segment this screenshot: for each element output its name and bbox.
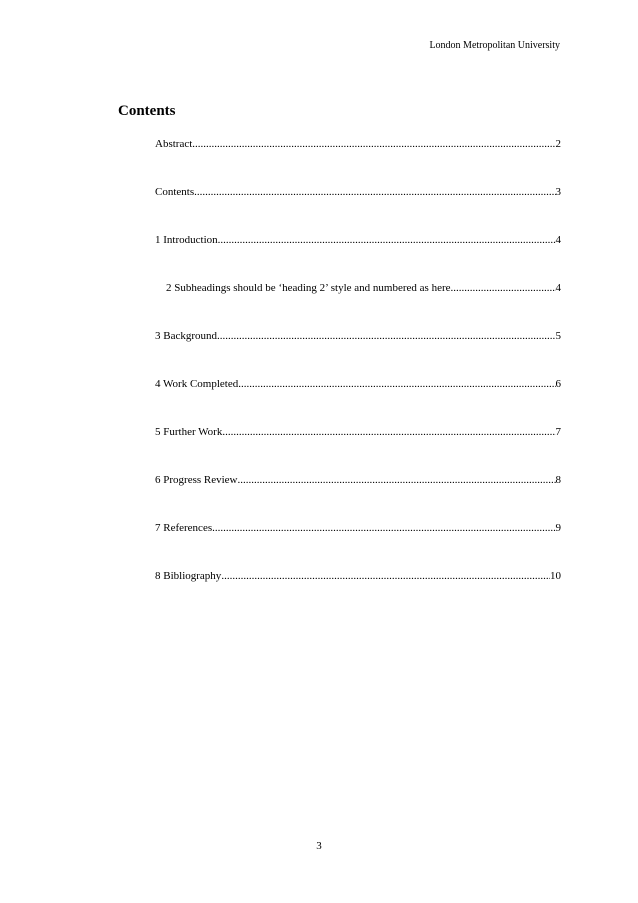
toc-entry-label: 8 Bibliography: [155, 570, 222, 582]
toc-entry-page: 3: [555, 186, 561, 198]
dot-leader: [212, 521, 555, 535]
toc-entry-subheadings[interactable]: [155, 281, 561, 329]
toc-entry-page: 8: [555, 474, 561, 486]
contents-heading: Contents: [118, 103, 176, 119]
toc-entry-label: 6 Progress Review: [155, 474, 238, 486]
page-number: 3: [316, 840, 322, 852]
toc-entry-page: 10: [550, 570, 561, 582]
toc-entry-progress-review[interactable]: [155, 473, 561, 521]
toc-entry-background[interactable]: [155, 329, 561, 377]
toc-entry-label: 4 Work Completed: [155, 378, 239, 390]
toc-entry-references[interactable]: [155, 521, 561, 569]
toc-entry-label: 1 Introduction: [155, 234, 218, 246]
toc-entry-page: 2: [555, 138, 561, 150]
toc-entry-page: 5: [555, 330, 561, 342]
dot-leader: [221, 569, 550, 583]
dot-leader: [238, 377, 555, 391]
toc-entry-page: 6: [555, 378, 561, 390]
toc-entry-abstract[interactable]: [155, 137, 561, 185]
toc-entry-page: 9: [555, 522, 561, 534]
toc-entry-label: Contents: [155, 186, 195, 198]
toc-entry-label: 5 Further Work: [155, 426, 223, 438]
dot-leader: [218, 233, 556, 247]
dot-leader: [192, 137, 555, 151]
dot-leader: [451, 281, 556, 295]
toc-entry-label: 2 Subheadings should be ‘heading 2’ style and numbered as here: [166, 282, 451, 294]
toc-entry-bibliography[interactable]: [155, 569, 561, 617]
dot-leader: [217, 329, 555, 343]
toc-entry-further-work[interactable]: [155, 425, 561, 473]
table-of-contents: [155, 137, 561, 617]
toc-entry-introduction[interactable]: [155, 233, 561, 281]
toc-entry-page: 7: [555, 426, 561, 438]
dot-leader: [238, 473, 556, 487]
toc-entry-page: 4: [555, 282, 561, 294]
toc-entry-contents[interactable]: [155, 185, 561, 233]
toc-entry-label: Abstract: [155, 138, 193, 150]
toc-entry-label: 7 References: [155, 522, 213, 534]
running-header: London Metropolitan University: [429, 40, 560, 51]
toc-entry-work-completed[interactable]: [155, 377, 561, 425]
toc-entry-page: 4: [555, 234, 561, 246]
dot-leader: [222, 425, 555, 439]
toc-entry-label: 3 Background: [155, 330, 218, 342]
dot-leader: [194, 185, 555, 199]
